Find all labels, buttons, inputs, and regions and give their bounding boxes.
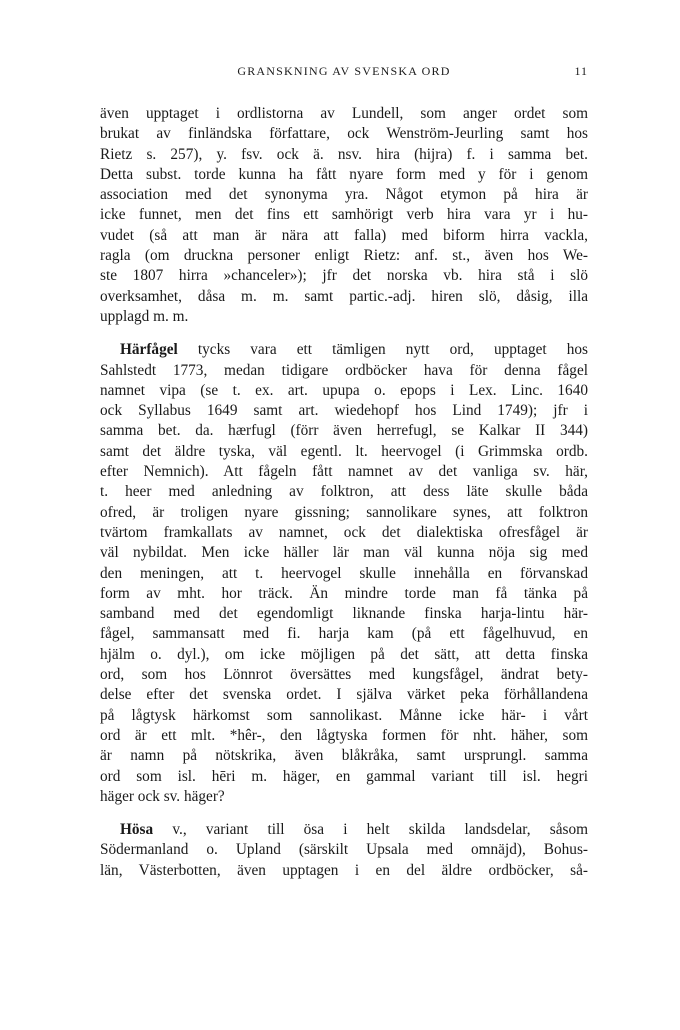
text-line: tvärtom framkallats av namnet, ock det dialektiska ofresfågel är xyxy=(100,523,588,541)
text-line: delse efter det svenska ordet. I själva värket peka förhållandena xyxy=(100,686,588,704)
text-line: samt det äldre tyska, väl egentl. lt. heervogel (i Grimmska ordb. xyxy=(100,442,588,460)
text-line: Detta subst. torde kunna ha fått nyare form med y för i genom xyxy=(100,165,588,183)
text-line: upplagd m. m. xyxy=(100,307,189,325)
entry-first-line xyxy=(100,340,588,360)
text-line: namnet vipa (se t. ex. art. upupa o. epops i Lex. Linc. 1640 xyxy=(100,381,588,399)
text-line: väl nybildat. Men icke häller lär man väl kunna nöja sig med xyxy=(100,544,588,562)
text-line: samband med det egendomligt liknande finska harja-lintu här- xyxy=(100,605,588,623)
text-line: ste 1807 hirra »chanceler»); jfr det norska vb. hira stå i slö xyxy=(100,267,588,285)
text-fragment: v., variant till ösa i helt skilda landsdelar, såsom xyxy=(172,821,588,839)
text-line: Sahlstedt 1773, medan tidigare ordböcker hava för denna fågel xyxy=(100,361,588,379)
text-line: overksamhet, dåsa m. m. samt partic.-adj. hiren slö, dåsig, illa xyxy=(100,287,588,305)
entry-first-line xyxy=(100,820,588,840)
text-line: fågel, sammansatt med fi. harja kam (på ett fågelhuvud, en xyxy=(100,625,588,643)
text-line: ragla (om druckna personer enligt Rietz: anf. st., även hos We- xyxy=(100,247,588,265)
body-text xyxy=(100,104,588,881)
text-line: brukat av finländska författare, ock Wenström-Jeurling samt hos xyxy=(100,125,588,143)
text-line: är namn på nötskrika, även blåkråka, samt ursprungl. samma xyxy=(100,747,588,765)
text-line: län, Västerbotten, även upptagen i en del äldre ordböcker, så- xyxy=(100,861,588,879)
page-number: 11 xyxy=(574,64,588,78)
text-line: t. heer med anledning av folktron, att dess läte skulle båda xyxy=(100,483,588,501)
text-line: ord, som hos Lönnrot översättes med kungsfågel, ändrat bety- xyxy=(100,666,588,684)
text-line: häger ock sv. häger? xyxy=(100,787,225,805)
text-line: ock Syllabus 1649 samt art. wiedehopf hos Lind 1749); jfr i xyxy=(100,402,588,420)
text-line: även upptaget i ordlistorna av Lundell, som anger ordet som xyxy=(100,105,588,122)
text-line: samma bet. da. hærfugl (förr även herrefugl, se Kalkar II 344) xyxy=(100,422,588,440)
text-line: ofred, är troligen nyare gissning; sannolikare synes, att folktron xyxy=(100,503,588,521)
text-line: på lågtysk härkomst som sannolikast. Månne icke här- i vårt xyxy=(100,706,588,724)
text-line: Rietz s. 257), y. fsv. ock ä. nsv. hira (hijra) f. i samma bet. xyxy=(100,145,588,163)
text-line: vudet (så att man är nära att falla) med biform hirra vackla, xyxy=(100,226,588,244)
text-line: icke funnet, men det fins ett samhörigt verb hira vara yr i hu- xyxy=(100,206,588,224)
running-title: GRANSKNING AV SVENSKA ORD xyxy=(237,64,451,78)
text-line: ord är ett mlt. *hêr-, den lågtyska formen för nht. häher, som xyxy=(100,726,588,744)
text-line: Södermanland o. Upland (särskilt Upsala med omnäjd), Bohus- xyxy=(100,841,588,859)
text-line: den meningen, att t. heervogel skulle innehålla en förvanskad xyxy=(100,564,588,582)
headword: Hösa xyxy=(120,821,154,839)
text-fragment: tycks vara ett tämligen nytt ord, upptaget hos xyxy=(197,341,588,359)
headword: Härfågel xyxy=(120,341,178,359)
text-line: form av mht. hor träck. Än mindre torde man få tänka på xyxy=(100,584,588,602)
text-line: hjälm o. dyl.), om icke möjligen på det sätt, att detta finska xyxy=(100,645,588,663)
text-line: association med det synonyma yra. Något etymon på hira är xyxy=(100,186,588,204)
text-line: ord som isl. hēri m. häger, en gammal variant till isl. hegri xyxy=(100,767,588,785)
text-line: efter Nemnich). Att fågeln fått namnet av det vanliga sv. här, xyxy=(100,463,588,481)
page-header xyxy=(100,64,588,84)
